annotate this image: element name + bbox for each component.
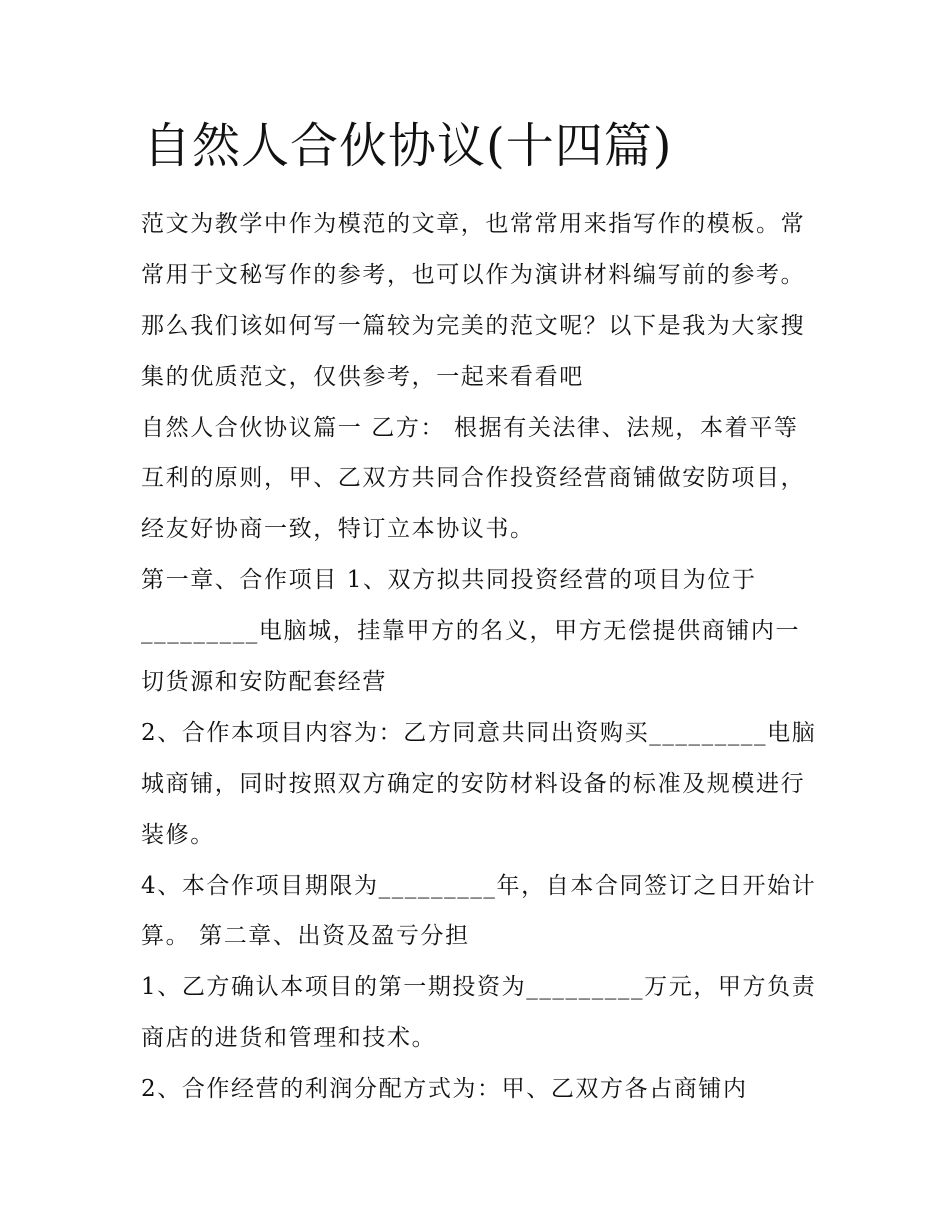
body-line: 常用于文秘写作的参考，也可以作为演讲材料编写前的参考。	[141, 261, 806, 288]
document-body	[141, 199, 821, 1115]
body-line: 自然人合伙协议篇一 乙方： 根据有关法律、法规，本着平等	[141, 414, 799, 441]
body-line: 装修。	[141, 821, 215, 848]
body-line: 经友好协商一致，特订立本协议书。	[141, 516, 535, 543]
body-line: 2、合作经营的利润分配方式为：甲、乙双方各占商铺内	[141, 1076, 748, 1103]
body-line: 商店的进货和管理和技术。	[141, 1025, 437, 1052]
body-line: 那么我们该如何写一篇较为完美的范文呢？以下是我为大家搜	[141, 312, 806, 339]
body-line: 范文为教学中作为模范的文章，也常常用来指写作的模板。常	[141, 211, 806, 237]
body-line: 城商铺，同时按照双方确定的安防材料设备的标准及规模进行	[141, 770, 806, 797]
body-line: 2、合作本项目内容为：乙方同意共同出资购买_________电脑	[141, 719, 817, 746]
body-line: 切货源和安防配套经营	[141, 669, 387, 696]
body-line: 4、本合作项目期限为_________年，自本合同签订之日开始计	[141, 872, 817, 899]
body-line: 算。 第二章、出资及盈亏分担	[141, 923, 470, 950]
body-line: 互利的原则，甲、乙双方共同合作投资经营商铺做安防项目，	[141, 465, 806, 492]
body-line: 第一章、合作项目 1、双方拟共同投资经营的项目为位于	[141, 567, 757, 594]
body-line: 1、乙方确认本项目的第一期投资为_________万元，甲方负责	[141, 974, 817, 1001]
body-line: 集的优质范文，仅供参考，一起来看看吧	[141, 363, 584, 390]
document-title: 自然人合伙协议(十四篇)	[143, 118, 673, 174]
body-line: _________电脑城，挂靠甲方的名义，甲方无偿提供商铺内一	[141, 618, 801, 645]
